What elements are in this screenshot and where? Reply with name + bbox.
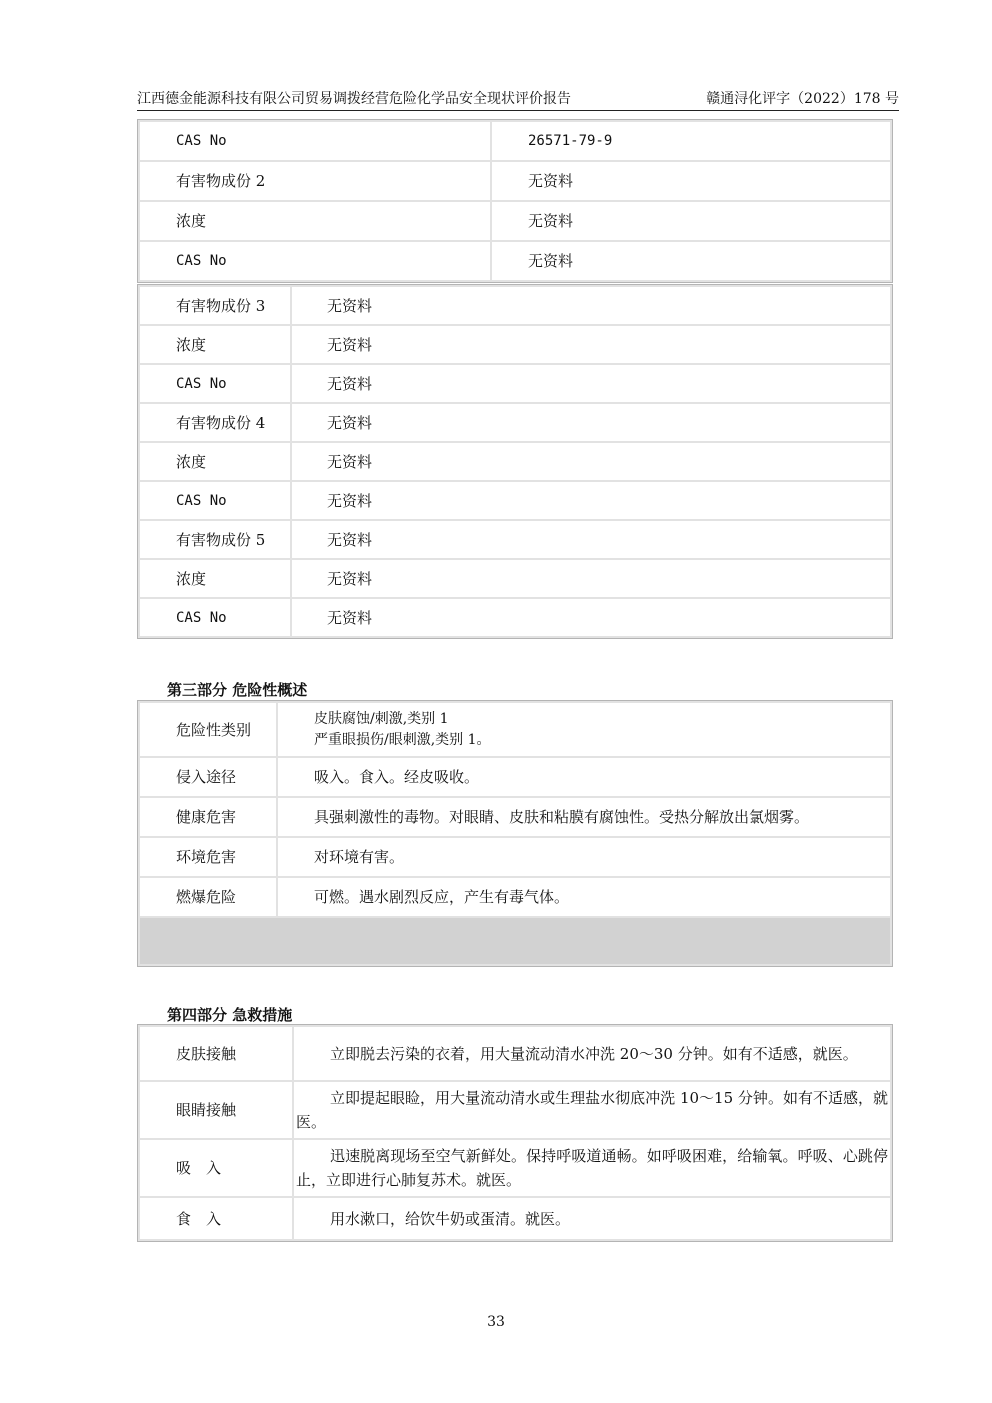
row-label: 浓度 (140, 443, 290, 480)
row-value: 具强刺激性的毒物。对眼睛、皮肤和粘膜有腐蚀性。受热分解放出氯烟雾。 (278, 798, 890, 836)
row-value: 无资料 (292, 599, 890, 636)
hazard-class-line: 严重眼损伤/眼刺激,类别 1。 (314, 731, 491, 748)
row-value: 无资料 (292, 365, 890, 402)
row-value: 可燃。遇水剧烈反应，产生有毒气体。 (278, 878, 890, 916)
hazard-overview-table (137, 700, 893, 967)
row-label: 皮肤接触 (140, 1027, 292, 1080)
row-value: 无资料 (292, 326, 890, 363)
row-value: 无资料 (492, 162, 890, 200)
table-row (140, 599, 890, 636)
ingredients-table-1 (137, 119, 893, 283)
header-document-number: 赣通浔化评字（2022）178 号 (706, 91, 899, 107)
table-row (140, 162, 890, 200)
row-label: CAS No (140, 365, 290, 402)
row-value (278, 703, 890, 756)
row-label: CAS No (140, 482, 290, 519)
table-row (140, 202, 890, 240)
row-label: 吸 入 (140, 1140, 292, 1196)
row-value: 立即提起眼睑，用大量流动清水或生理盐水彻底冲洗 10～15 分钟。如有不适感，就医。 (294, 1082, 890, 1138)
empty-row (140, 918, 890, 964)
row-label: 危险性类别 (140, 703, 276, 756)
empty-cell (140, 918, 890, 964)
row-label: 有害物成份 3 (140, 287, 290, 324)
row-label: 食 入 (140, 1198, 292, 1239)
row-value: 无资料 (292, 404, 890, 441)
table-row (140, 365, 890, 402)
table-row (140, 242, 890, 280)
row-label: 环境危害 (140, 838, 276, 876)
row-value: 无资料 (292, 521, 890, 558)
table-row (140, 443, 890, 480)
first-aid-table (137, 1024, 893, 1242)
section-4-title: 第四部分 急救措施 (167, 1006, 293, 1024)
table-row (140, 758, 890, 796)
table-row (140, 1198, 890, 1239)
row-value: 用水漱口，给饮牛奶或蛋清。就医。 (294, 1198, 890, 1239)
row-label: 健康危害 (140, 798, 276, 836)
table-row (140, 326, 890, 363)
row-label: 浓度 (140, 560, 290, 597)
row-label: 燃爆危险 (140, 878, 276, 916)
section-3-title: 第三部分 危险性概述 (167, 681, 308, 699)
page-number: 33 (487, 1314, 505, 1330)
table-row (140, 560, 890, 597)
row-value: 无资料 (292, 560, 890, 597)
ingredients-table-2 (137, 284, 893, 639)
header-title: 江西德金能源科技有限公司贸易调拨经营危险化学品安全现状评价报告 (137, 91, 571, 107)
page-header (137, 86, 899, 111)
row-value: 无资料 (492, 202, 890, 240)
table-row (140, 287, 890, 324)
table-row (140, 482, 890, 519)
row-value: 无资料 (292, 443, 890, 480)
table-row (140, 404, 890, 441)
table-row (140, 798, 890, 836)
row-value: 迅速脱离现场至空气新鲜处。保持呼吸道通畅。如呼吸困难，给输氧。呼吸、心跳停止，立即进行心肺复苏术。就医。 (294, 1140, 890, 1196)
table-row (140, 1140, 890, 1196)
row-label: CAS No (140, 122, 490, 160)
row-value: 无资料 (292, 482, 890, 519)
row-label: 有害物成份 5 (140, 521, 290, 558)
table-row (140, 878, 890, 916)
row-label: 有害物成份 4 (140, 404, 290, 441)
row-label: CAS No (140, 242, 490, 280)
row-label: 眼睛接触 (140, 1082, 292, 1138)
row-value: 无资料 (292, 287, 890, 324)
table-row (140, 122, 890, 160)
row-value: 对环境有害。 (278, 838, 890, 876)
row-label: CAS No (140, 599, 290, 636)
row-label: 浓度 (140, 202, 490, 240)
table-row (140, 838, 890, 876)
row-label: 侵入途径 (140, 758, 276, 796)
row-value: 吸入。食入。经皮吸收。 (278, 758, 890, 796)
row-value: 立即脱去污染的衣着，用大量流动清水冲洗 20～30 分钟。如有不适感，就医。 (294, 1027, 890, 1080)
hazard-class-line: 皮肤腐蚀/刺激,类别 1 (314, 710, 449, 727)
table-row (140, 1082, 890, 1138)
row-label: 有害物成份 2 (140, 162, 490, 200)
table-row (140, 703, 890, 756)
row-value: 26571-79-9 (492, 122, 890, 160)
row-value: 无资料 (492, 242, 890, 280)
table-row (140, 1027, 890, 1080)
row-label: 浓度 (140, 326, 290, 363)
table-row (140, 521, 890, 558)
